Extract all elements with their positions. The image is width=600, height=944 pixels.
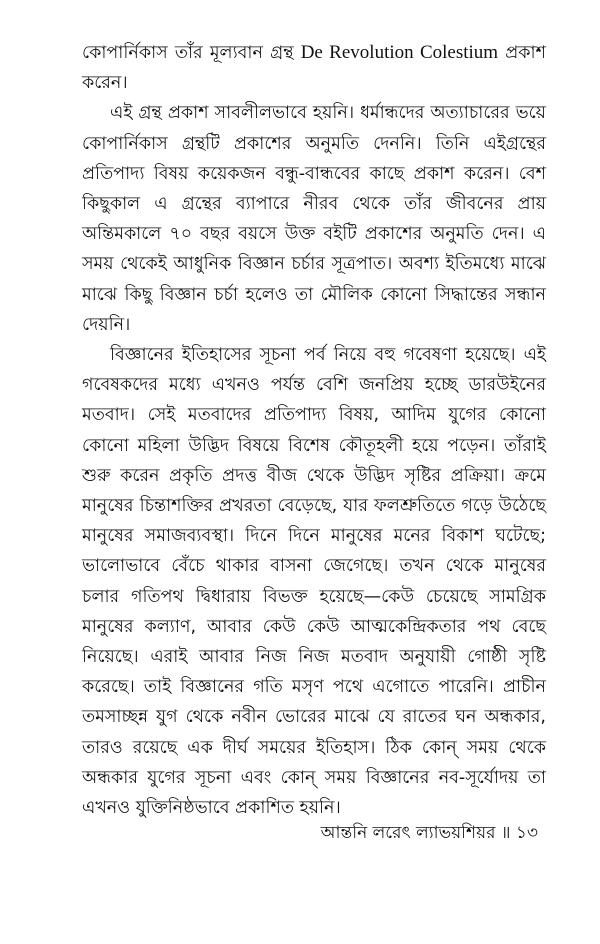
paragraph-3: বিজ্ঞানের ইতিহাসের সূচনা পর্ব নিয়ে বহু গবেষণা হয়েছে। এই গবেষকদের মধ্যে এখনও পর্যন্ত বেশি জনপ্রিয় হচ্ছে ডারউইনের মতবাদ। সেই মতবাদের প্রতিপাদ্য বিষয়, আদিম যুগের কোনো কোনো মহিলা উদ্ভিদ বিষয়ে বিশেষ কৌতূহলী হয়ে পড়েন। তাঁরাই শুরু করেন প্রকৃতি প্রদত্ত বীজ থেকে উদ্ভিদ সৃষ্টির প্রক্রিয়া। ক্রমে মানুষের চিন্তাশক্তির প্রখরতা বেড়েছে, যার ফলশ্রুতিতে গড়ে উঠেছে মানুষের সমাজব্যবস্থা। দিনে দিনে মানুষের মনের বিকাশ ঘটেছে; ভালোভাবে বেঁচে থাকার বাসনা জেগেছে। তখন থেকে মানুষের চলার গতিপথ দ্বিধারায় বিভক্ত হয়েছে—কেউ চেয়েছে সামগ্রিক মানুষের কল্যাণ, আবার কেউ কেউ আত্মকেন্দ্রিকতার পথ বেছে নিয়েছে। এরাই আবার নিজ নিজ মতবাদ অনুযায়ী গোষ্ঠী সৃষ্টি করেছে। তাই বিজ্ঞানের গতি মসৃণ পথে এগোতে পারেনি। প্রাচীন তমসাচ্ছন্ন যুগ থেকে নবীন ভোরের মাঝে যে রাতের ঘন অন্ধকার, তারও রয়েছে এক দীর্ঘ সময়ের ইতিহাস। ঠিক কোন্ সময় থেকে অন্ধকার যুগের সূচনা এবং কোন্ সময় বিজ্ঞানের নব-সূর্যোদয় তা এখনও যুক্তিনিষ্ঠভাবে প্রকাশিত হয়নি।	[82, 345, 546, 819]
footer-separator: ॥	[500, 823, 511, 843]
body-text	[82, 38, 546, 823]
page-footer	[321, 820, 538, 848]
running-title: আন্তনি লরেৎ ল্যাভয়শিয়র	[320, 823, 496, 843]
page-number: ১৩	[515, 823, 538, 843]
paragraph-1	[82, 38, 546, 98]
paragraph-1-text-start: কোপার্নিকাস তাঁর মূল্যবান গ্রন্থ	[82, 43, 301, 63]
paragraph-2: এই গ্রন্থ প্রকাশ সাবলীলভাবে হয়নি। ধর্মান্ধদের অত্যাচারের ভয়ে কোপার্নিকাস গ্রন্থটি প্রকাশের অনুমতি দেননি। তিনি এইগ্রন্থের প্রতিপাদ্য বিষয় কয়েকজন বন্ধু-বান্ধবের কাছে প্রকাশ করেন। বেশ কিছুকাল এ গ্রন্থের ব্যাপারে নীরব থেকে তাঁর জীবনের প্রায় অন্তিমকালে ৭০ বছর বয়সে উক্ত বইটি প্রকাশের অনুমতি দেন। এ সময় থেকেই আধুনিক বিজ্ঞান চর্চার সূত্রপাত। অবশ্য ইতিমধ্যে মাঝে মাঝে কিছু বিজ্ঞান চর্চা হলেও তা মৌলিক কোনো সিদ্ধান্তের সন্ধান দেয়নি।	[82, 103, 546, 335]
book-title-latin: De Revolution Colestium	[300, 42, 499, 63]
paragraph-1-text-end: প্রকাশ করেন।	[82, 43, 546, 94]
